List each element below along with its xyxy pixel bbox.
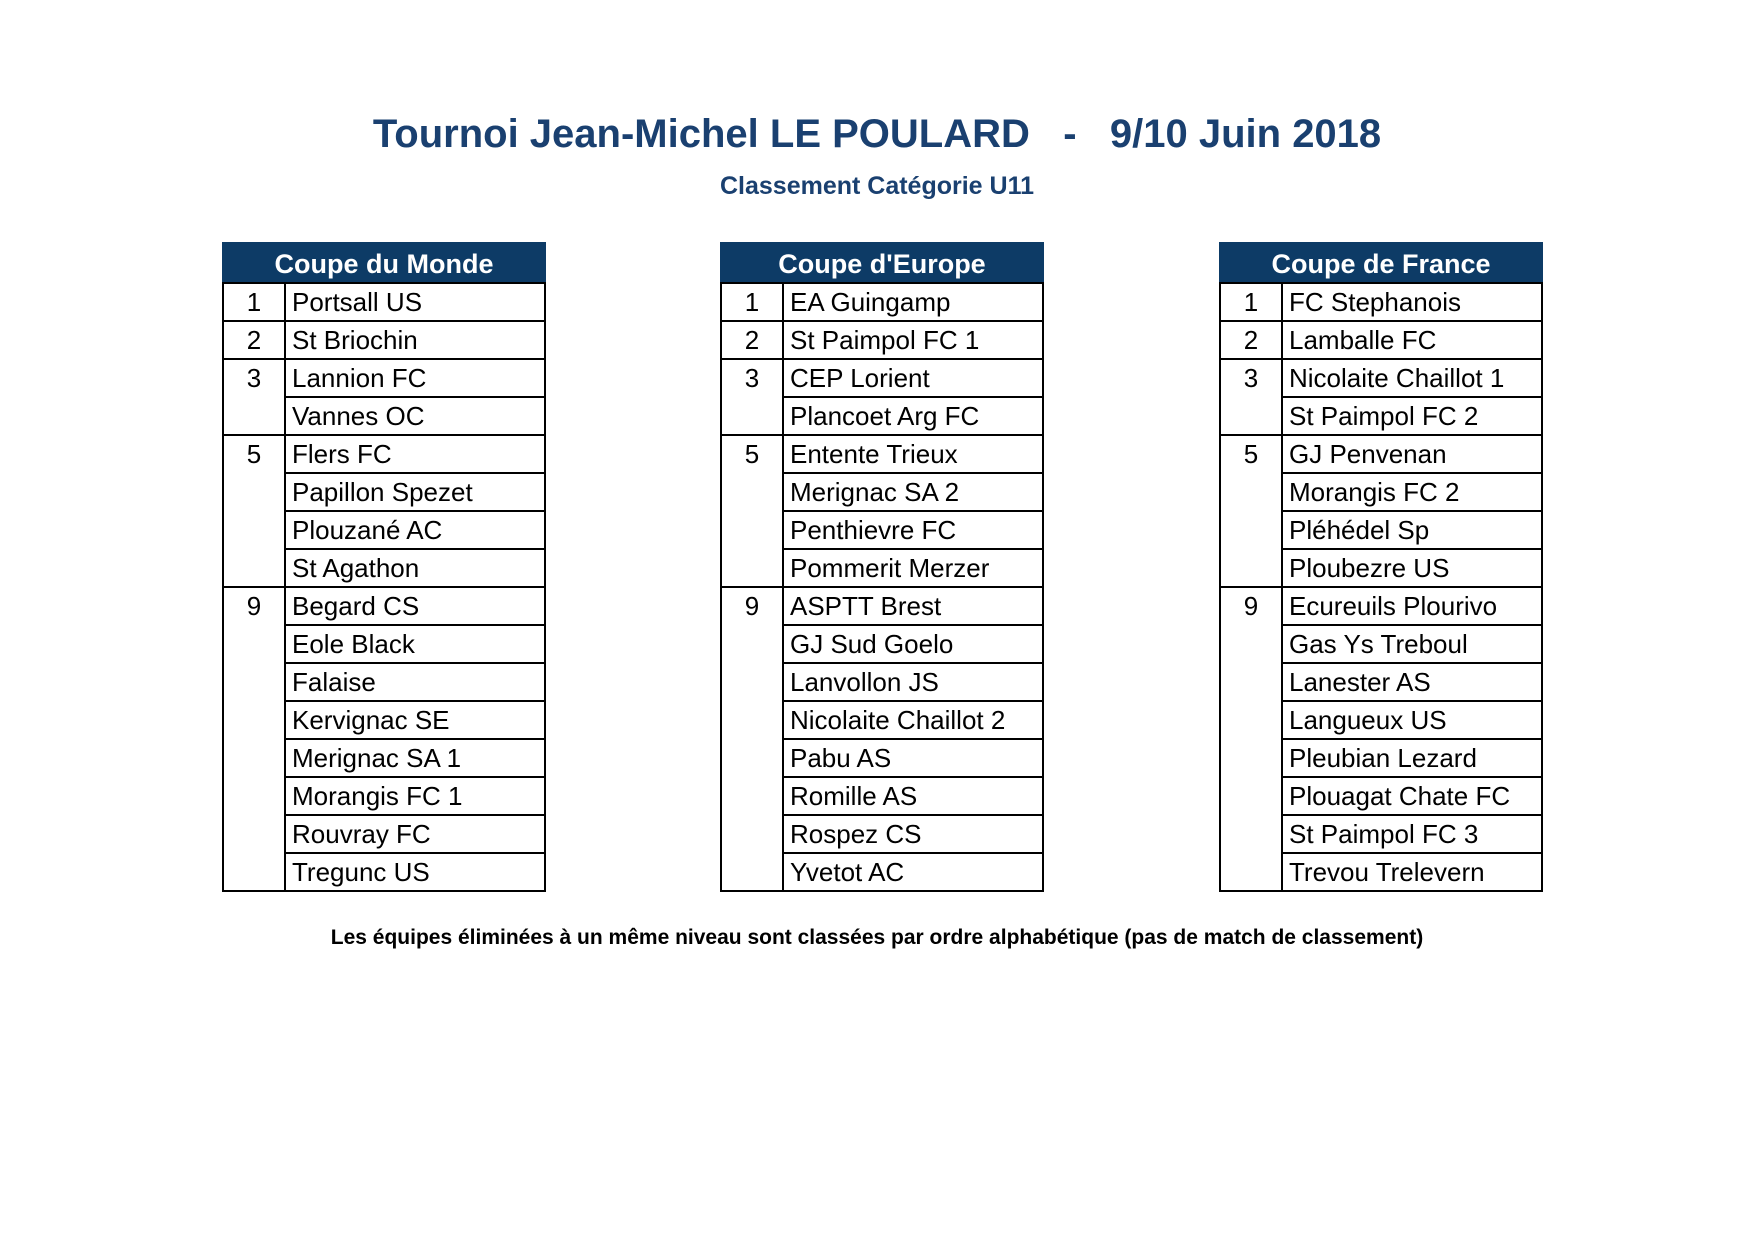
rank-cell: 9: [721, 587, 783, 891]
page-subtitle: Classement Catégorie U11: [719, 172, 1035, 200]
table-row: [223, 435, 545, 473]
team-cell: Rospez CS: [783, 815, 1043, 853]
rank-cell: 2: [1220, 321, 1282, 359]
table-row: [721, 587, 1043, 625]
rank-cell: 1: [223, 283, 285, 321]
rank-cell: 2: [223, 321, 285, 359]
board-coupe-du-monde: [222, 242, 546, 892]
team-cell: St Paimpol FC 2: [1282, 397, 1542, 435]
table-row: [223, 321, 545, 359]
team-cell: Lannion FC: [285, 359, 545, 397]
table-row: [223, 359, 545, 397]
team-cell: Pabu AS: [783, 739, 1043, 777]
team-cell: Begard CS: [285, 587, 545, 625]
board-coupe-de-france: [1219, 242, 1543, 892]
team-cell: Lanvollon JS: [783, 663, 1043, 701]
team-cell: FC Stephanois: [1282, 283, 1542, 321]
table-row: [721, 435, 1043, 473]
team-cell: Romille AS: [783, 777, 1043, 815]
team-cell: Portsall US: [285, 283, 545, 321]
rank-cell: 1: [721, 283, 783, 321]
standings-table: [720, 282, 1044, 892]
team-cell: Pléhédel Sp: [1282, 511, 1542, 549]
team-cell: ASPTT Brest: [783, 587, 1043, 625]
team-cell: Langueux US: [1282, 701, 1542, 739]
team-cell: Falaise: [285, 663, 545, 701]
team-cell: Plouagat Chate FC: [1282, 777, 1542, 815]
standings-table: [1219, 282, 1543, 892]
rank-cell: 5: [1220, 435, 1282, 587]
table-row: [1220, 435, 1542, 473]
team-cell: St Agathon: [285, 549, 545, 587]
team-cell: Eole Black: [285, 625, 545, 663]
table-row: [1220, 321, 1542, 359]
team-cell: EA Guingamp: [783, 283, 1043, 321]
team-cell: Merignac SA 1: [285, 739, 545, 777]
rank-cell: 2: [721, 321, 783, 359]
team-cell: Morangis FC 2: [1282, 473, 1542, 511]
table-row: [223, 283, 545, 321]
team-cell: Trevou Trelevern: [1282, 853, 1542, 891]
table-row: [721, 283, 1043, 321]
team-cell: Gas Ys Treboul: [1282, 625, 1542, 663]
table-row: [223, 587, 545, 625]
team-cell: Tregunc US: [285, 853, 545, 891]
rank-cell: 9: [223, 587, 285, 891]
team-cell: GJ Penvenan: [1282, 435, 1542, 473]
team-cell: Kervignac SE: [285, 701, 545, 739]
page-title: Tournoi Jean-Michel LE POULARD - 9/10 Juin 2018: [372, 112, 1382, 156]
standings-table: [222, 282, 546, 892]
board-header: Coupe de France: [1219, 242, 1543, 282]
team-cell: Yvetot AC: [783, 853, 1043, 891]
table-row: [1220, 359, 1542, 397]
team-cell: Nicolaite Chaillot 1: [1282, 359, 1542, 397]
team-cell: Lanester AS: [1282, 663, 1542, 701]
team-cell: Nicolaite Chaillot 2: [783, 701, 1043, 739]
team-cell: Vannes OC: [285, 397, 545, 435]
table-row: [721, 359, 1043, 397]
team-cell: Pleubian Lezard: [1282, 739, 1542, 777]
board-coupe-d-europe: [720, 242, 1044, 892]
team-cell: Rouvray FC: [285, 815, 545, 853]
footer-note: Les équipes éliminées à un même niveau sont classées par ordre alphabétique (pas de match de classement): [330, 926, 1424, 949]
rank-cell: 9: [1220, 587, 1282, 891]
team-cell: Merignac SA 2: [783, 473, 1043, 511]
table-row: [1220, 283, 1542, 321]
table-row: [1220, 587, 1542, 625]
team-cell: GJ Sud Goelo: [783, 625, 1043, 663]
rank-cell: 5: [223, 435, 285, 587]
team-cell: Ploubezre US: [1282, 549, 1542, 587]
team-cell: St Briochin: [285, 321, 545, 359]
board-header: Coupe d'Europe: [720, 242, 1044, 282]
team-cell: CEP Lorient: [783, 359, 1043, 397]
team-cell: Flers FC: [285, 435, 545, 473]
team-cell: St Paimpol FC 3: [1282, 815, 1542, 853]
rank-cell: 3: [1220, 359, 1282, 435]
rank-cell: 5: [721, 435, 783, 587]
team-cell: Penthievre FC: [783, 511, 1043, 549]
team-cell: Entente Trieux: [783, 435, 1043, 473]
board-header: Coupe du Monde: [222, 242, 546, 282]
team-cell: Plouzané AC: [285, 511, 545, 549]
team-cell: Lamballe FC: [1282, 321, 1542, 359]
team-cell: St Paimpol FC 1: [783, 321, 1043, 359]
team-cell: Morangis FC 1: [285, 777, 545, 815]
table-row: [721, 321, 1043, 359]
team-cell: Pommerit Merzer: [783, 549, 1043, 587]
team-cell: Plancoet Arg FC: [783, 397, 1043, 435]
team-cell: Papillon Spezet: [285, 473, 545, 511]
team-cell: Ecureuils Plourivo: [1282, 587, 1542, 625]
rank-cell: 3: [721, 359, 783, 435]
rank-cell: 1: [1220, 283, 1282, 321]
rank-cell: 3: [223, 359, 285, 435]
